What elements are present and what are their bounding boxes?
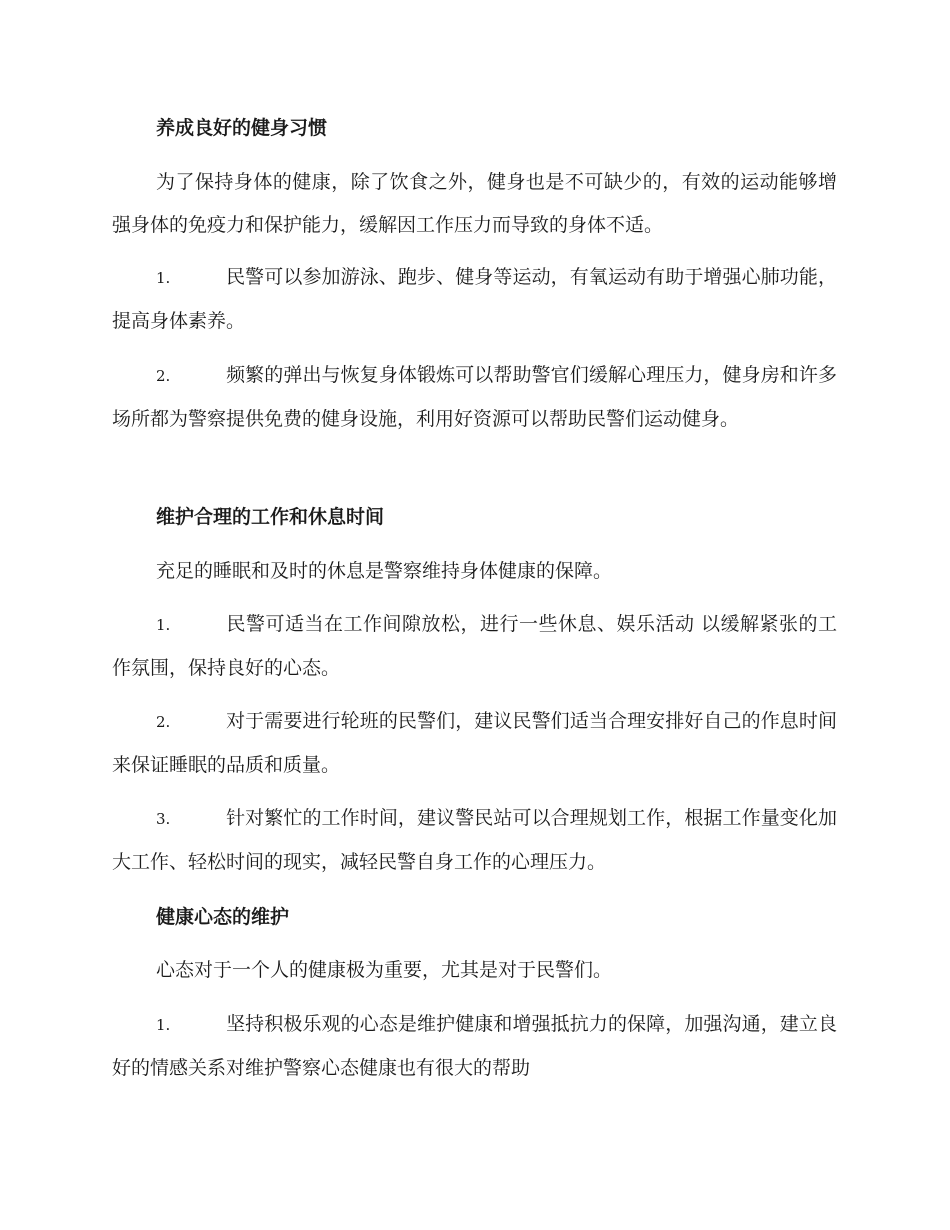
section-rest-body bbox=[112, 550, 837, 593]
list-item-text: 对于需要进行轮班的民警们，建议民警们适当合理安排好自己的作息时间来保证睡眠的品质和质量。 bbox=[112, 710, 837, 776]
list-item bbox=[112, 797, 837, 884]
section-mindset-body bbox=[112, 949, 837, 992]
list-number: 1. bbox=[156, 1016, 171, 1034]
list-item bbox=[112, 354, 837, 441]
list-item-text: 针对繁忙的工作时间，建议警民站可以合理规划工作，根据工作量变化加大工作、轻松时间的现实，减轻民警自身工作的心理压力。 bbox=[112, 807, 837, 873]
list-item bbox=[112, 603, 837, 690]
list-item-text: 频繁的弹出与恢复身体锻炼可以帮助警官们缓解心理压力，健身房和许多场所都为警察提供免费的健身设施，利用好资源可以帮助民警们运动健身。 bbox=[112, 364, 837, 430]
section-heading: 维护合理的工作和休息时间 bbox=[156, 506, 385, 528]
paragraph: 充足的睡眠和及时的休息是警察维持身体健康的保障。 bbox=[156, 560, 613, 582]
list-item-text: 民警可以参加游泳、跑步、健身等运动，有氧运动有助于增强心肺功能，提高身体素养。 bbox=[112, 266, 837, 332]
list-number: 1. bbox=[156, 269, 171, 287]
list-item bbox=[112, 700, 837, 787]
list-number: 1. bbox=[156, 616, 171, 634]
section-mindset bbox=[112, 903, 837, 931]
section-fitness bbox=[112, 114, 837, 142]
paragraph: 心态对于一个人的健康极为重要，尤其是对于民警们。 bbox=[156, 959, 613, 981]
list-number: 2. bbox=[156, 367, 171, 385]
section-rest bbox=[112, 503, 837, 531]
list-item-text: 坚持积极乐观的心态是维护健康和增强抵抗力的保障，加强沟通，建立良好的情感关系对维护警察心态健康也有很大的帮助 bbox=[112, 1013, 837, 1079]
list-item bbox=[112, 256, 837, 343]
list-number: 3. bbox=[156, 810, 171, 828]
section-heading: 养成良好的健身习惯 bbox=[156, 117, 328, 139]
list-item-text: 民警可适当在工作间隙放松，进行一些休息、娱乐活动 以缓解紧张的工作氛围，保持良好的心态。 bbox=[112, 613, 837, 679]
list-item bbox=[112, 1003, 837, 1090]
section-fitness-body bbox=[112, 161, 837, 247]
paragraph: 为了保持身体的健康，除了饮食之外，健身也是不可缺少的，有效的运动能够增强身体的免疫力和保护能力，缓解因工作压力而导致的身体不适。 bbox=[112, 171, 837, 236]
section-heading: 健康心态的维护 bbox=[156, 906, 290, 928]
list-number: 2. bbox=[156, 713, 171, 731]
